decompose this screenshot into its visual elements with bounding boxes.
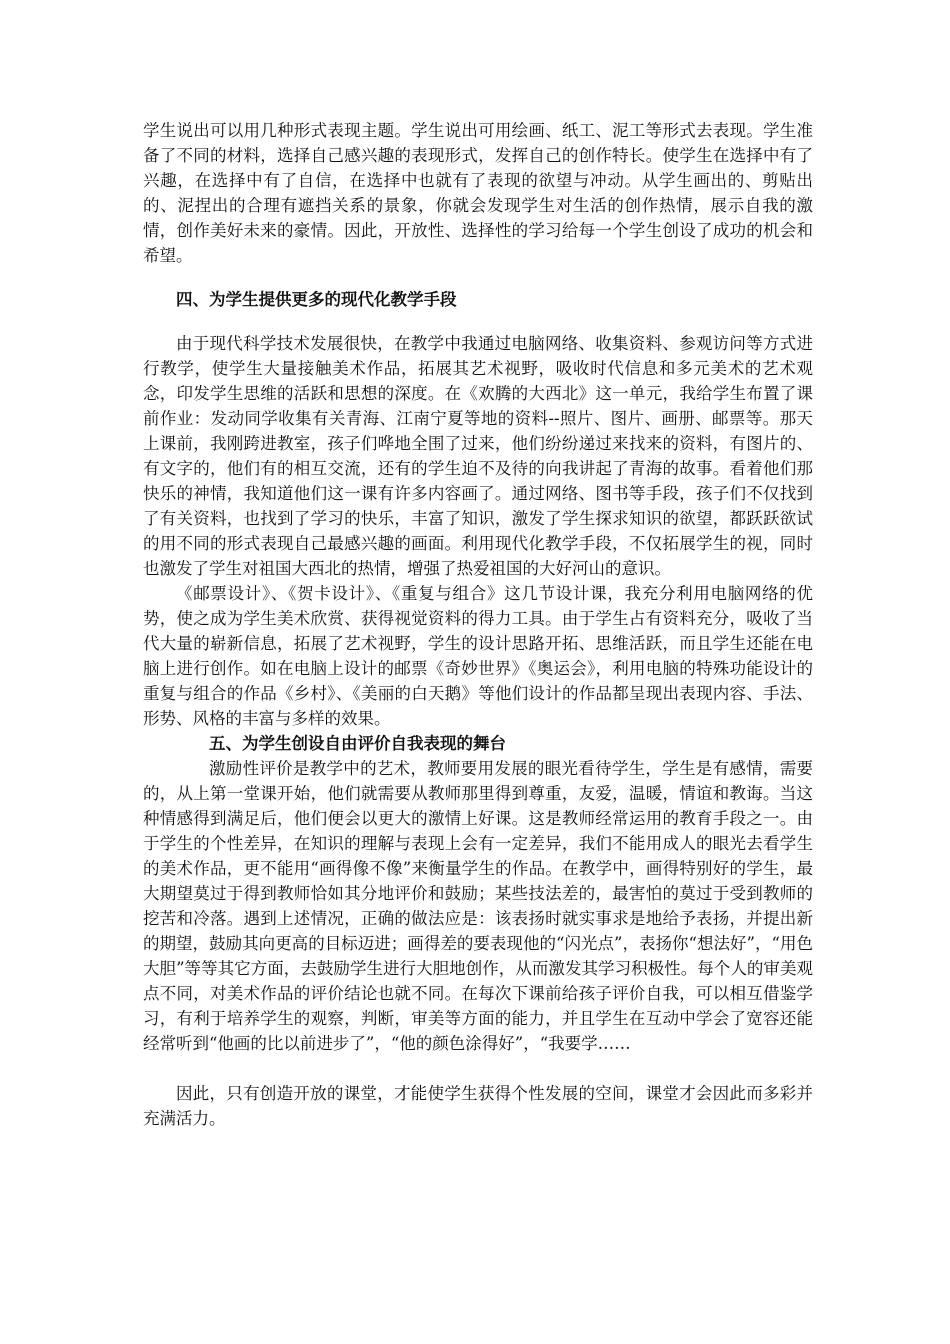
paragraph-choice-expression: 学生说出可以用几种形式表现主题。学生说出可用绘画、纸工、泥工等形式去表现。学生准备了不同的材料，选择自己感兴趣的表现形式，发挥自己的创作特长。使学生在选择中有了兴趣，在选择中有了自信，在选择中也就有了表现的欲望与冲动。从学生画出的、剪贴出的、泥捏出的合理有遮挡关系的景象，你就会发现学生对生活的创作热情，展示自我的激情，创作美好未来的豪情。因此，开放性、选择性的学习给每一个学生创设了成功的机会和希望。	[143, 121, 813, 265]
paragraph-modern-teaching-means: 由于现代科学技术发展很快，在教学中我通过电脑网络、收集资料、参观访问等方式进行教学，使学生大量接触美术作品，拓展其艺术视野，吸收时代信息和多元美术的艺术观念，印发学生思维的活跃和思想的深度。在《欢腾的大西北》这一单元，我给学生布置了课前作业：发动同学收集有关青海、江南宁夏等地的资料--照片、图片、画册、邮票等。那天上课前，我刚跨进教室，孩子们哗地全围了过来，他们纷纷递过来找来的资料，有图片的、有文字的，他们有的相互交流，还有的学生迫不及待的向我讲起了青海的故事。看着他们那快乐的神情，我知道他们这一课有许多内容画了。通过网络、图书等手段，孩子们不仅找到了有关资料，也找到了学习的快乐，丰富了知识，激发了学生探求知识的欲望，都跃跃欲试的用不同的形式表现自己最感兴趣的画面。利用现代化教学手段，不仅拓展学生的视，同时也激发了学生对祖国大西北的热情，增强了热爱祖国的大好河山的意识。	[143, 334, 813, 578]
paragraph-spacer	[143, 1056, 813, 1081]
document-page	[143, 118, 813, 1131]
paragraph-evaluation: 激励性评价是教学中的艺术，教师要用发展的眼光看待学生，学生是有感情，需要的，从上第一堂课开始，他们就需要从教师那里得到尊重，友爱，温暖，情谊和教诲。当这种情感得到满足后，他们便会以更大的激情上好课。这是教师经常运用的教育手段之一。由于学生的个性差异，在知识的理解与表现上会有一定差异，我们不能用成人的眼光去看学生的美术作品，更不能用“画得像不像”来衡量学生的作品。在教学中，画得特别好的学生，最大期望莫过于得到教师恰如其分地评价和鼓励；某些技法差的，最害怕的莫过于受到教师的挖苦和冷落。遇到上述情况，正确的做法应是：该表扬时就实事求是地给予表扬，并提出新的期望，鼓励其向更高的目标迈进；画得差的要表现他的“闪光点”，表扬你“想法好”，“用色大胆”等等其它方面，去鼓励学生进行大胆地创作，从而激发其学习积极性。每个人的审美观点不同，对美术作品的评价结论也就不同。在每次下课前给孩子评价自我，可以相互借鉴学习，有利于培养学生的观察，判断，审美等方面的能力，并且学生在互动中学会了宽容还能经常听到“他画的比以前进步了”，“他的颜色涂得好”，“我要学……	[143, 759, 813, 1053]
section-heading-5: 五、为学生创设自由评价自我表现的舞台	[209, 734, 506, 753]
section-heading-4: 四、为学生提供更多的现代化教学手段	[176, 290, 457, 309]
paragraph-conclusion: 因此，只有创造开放的课堂，才能使学生获得个性发展的空间，课堂才会因此而多彩并充满活力。	[143, 1084, 813, 1128]
paragraph-design-lessons: 《邮票设计》、《贺卡设计》、《重复与组合》这几节设计课，我充分利用电脑网络的优势，使之成为学生美术欣赏、获得视觉资料的得力工具。由于学生占有资料充分，吸收了当代大量的崭新信息，拓展了艺术视野，学生的设计思路开拓、思维活跃，而且学生还能在电脑上进行创作。如在电脑上设计的邮票《奇妙世界》《奥运会》，利用电脑的特殊功能设计的重复与组合的作品《乡村》、《美丽的白天鹅》等他们设计的作品都呈现出表现内容、手法、形势、风格的丰富与多样的效果。	[143, 584, 813, 728]
